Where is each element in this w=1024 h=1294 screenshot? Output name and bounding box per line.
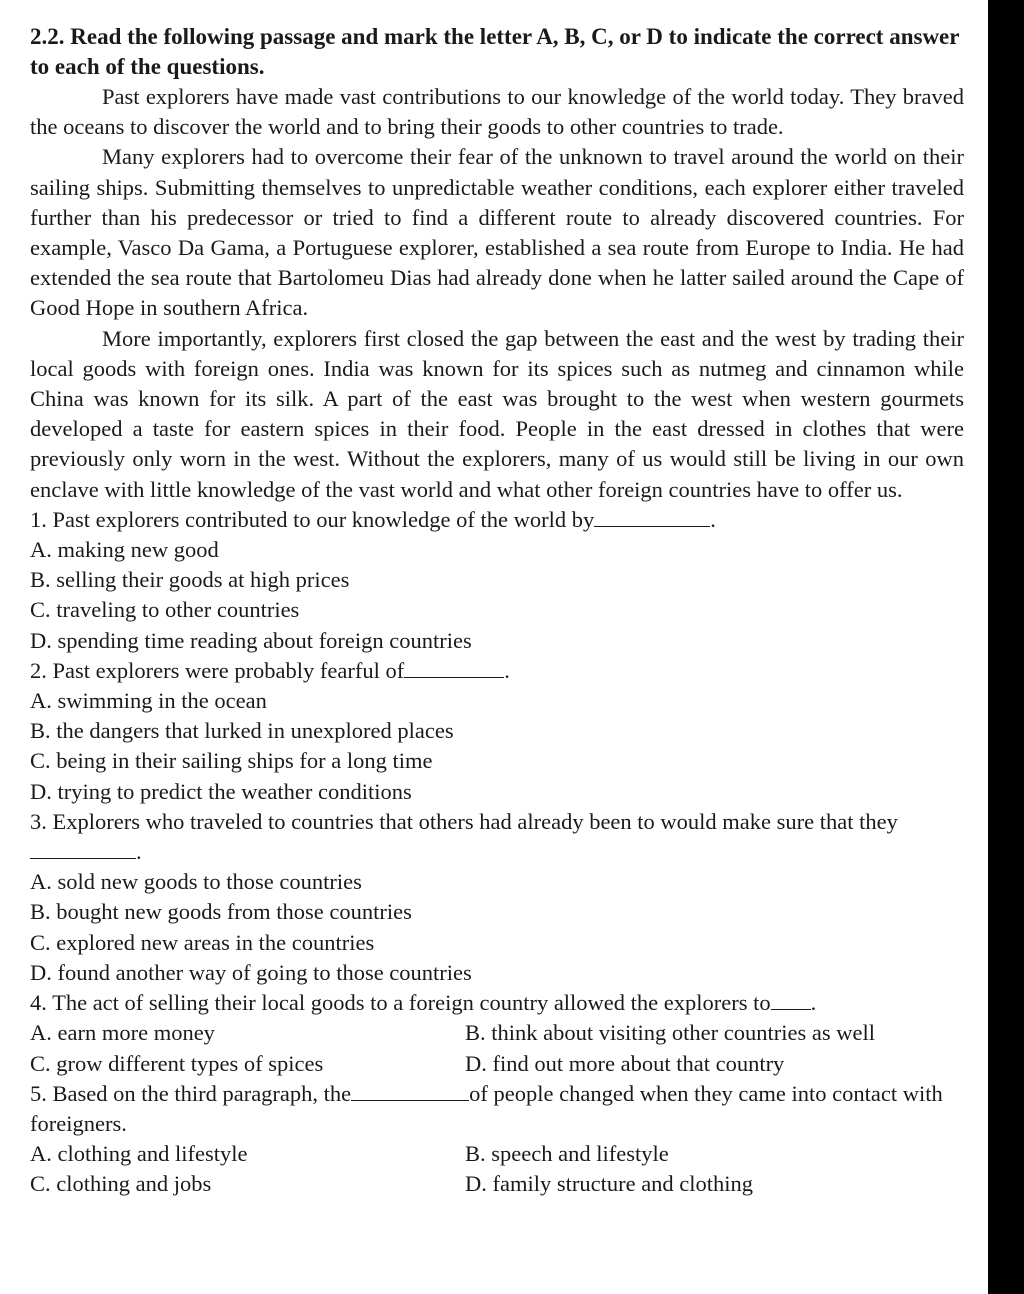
question-5 [30, 1079, 964, 1200]
option-d[interactable]: D. spending time reading about foreign countries [30, 627, 472, 653]
question-stem: 4. The act of selling their local goods to a foreign country allowed the explorers to . [30, 990, 817, 1016]
option-row [30, 1139, 964, 1169]
option-c[interactable]: C. explored new areas in the countries [30, 929, 375, 955]
option-a[interactable]: A. making new good [30, 537, 219, 563]
exercise-sheet [30, 22, 964, 1200]
option-b[interactable]: B. selling their goods at high prices [30, 567, 350, 593]
passage-paragraph-2: Many explorers had to overcome their fear of the unknown to travel around the world on their sailing ships. Submitting themselves to unpredictable weather conditions, each explorer either traveled further than his predecessor or tried to find a different route to already discovered countries. For example, Vasco Da Gama, a Portuguese explorer, established a sea route from Europe to India. He had extended the sea route that Bartolomeu Dias had already done when he latter sailed around the Cape of Good Hope in southern Africa. [30, 144, 964, 321]
exercise-heading: 2.2. Read the following passage and mark the letter A, B, C, or D to indicate the correct answer to each of the questions. [30, 24, 960, 79]
option-b[interactable]: B. bought new goods from those countries [30, 899, 412, 925]
option-c[interactable]: C. grow different types of spices [30, 1050, 324, 1076]
option-c[interactable]: C. being in their sailing ships for a long time [30, 748, 433, 774]
option-c[interactable]: C. clothing and jobs [30, 1171, 212, 1197]
option-d[interactable]: D. trying to predict the weather conditions [30, 778, 412, 804]
passage-paragraph-1: Past explorers have made vast contributions to our knowledge of the world today. They braved the oceans to discover the world and to bring their goods to other countries to trade. [30, 84, 964, 140]
option-d[interactable]: D. family structure and clothing [465, 1171, 754, 1197]
question-stem: 3. Explorers who traveled to countries that others had already been to would make sure that they. [30, 808, 898, 865]
question-stem: 1. Past explorers contributed to our knowledge of the world by . [30, 506, 716, 532]
option-a[interactable]: A. swimming in the ocean [30, 688, 267, 714]
answer-blank[interactable] [771, 991, 811, 1010]
option-b[interactable]: B. think about visiting other countries as well [465, 1020, 875, 1046]
question-stem: 5. Based on the third paragraph, the of people changed when they came into contact with foreigners. [30, 1080, 943, 1136]
option-b[interactable]: B. the dangers that lurked in unexplored places [30, 718, 454, 744]
option-row [30, 1049, 964, 1079]
answer-blank[interactable] [404, 659, 504, 678]
answer-blank[interactable] [30, 840, 136, 859]
option-row [30, 1169, 964, 1199]
dark-page-edge [988, 0, 1024, 1294]
option-a[interactable]: A. sold new goods to those countries [30, 869, 362, 895]
question-stem: 2. Past explorers were probably fearful of . [30, 657, 510, 683]
option-a[interactable]: A. earn more money [30, 1020, 215, 1046]
question-4 [30, 988, 964, 1079]
option-b[interactable]: B. speech and lifestyle [465, 1141, 669, 1167]
answer-blank[interactable] [351, 1082, 469, 1101]
question-2 [30, 656, 964, 807]
question-1 [30, 505, 964, 656]
answer-blank[interactable] [594, 508, 710, 527]
option-d[interactable]: D. found another way of going to those countries [30, 959, 472, 985]
option-d[interactable]: D. find out more about that country [465, 1050, 785, 1076]
option-c[interactable]: C. traveling to other countries [30, 597, 300, 623]
question-3 [30, 807, 964, 988]
option-a[interactable]: A. clothing and lifestyle [30, 1141, 248, 1167]
passage-paragraph-3: More importantly, explorers first closed the gap between the east and the west by trading their local goods with foreign ones. India was known for its spices such as nutmeg and cinnamon while China was known for its silk. A part of the east was brought to the west when western gourmets developed a taste for eastern spices in their food. People in the east dressed in clothes that were previously only worn in the west. Without the explorers, many of us would still be living in our own enclave with little knowledge of the vast world and what other foreign countries have to offer us. [30, 325, 964, 502]
option-row [30, 1018, 964, 1048]
